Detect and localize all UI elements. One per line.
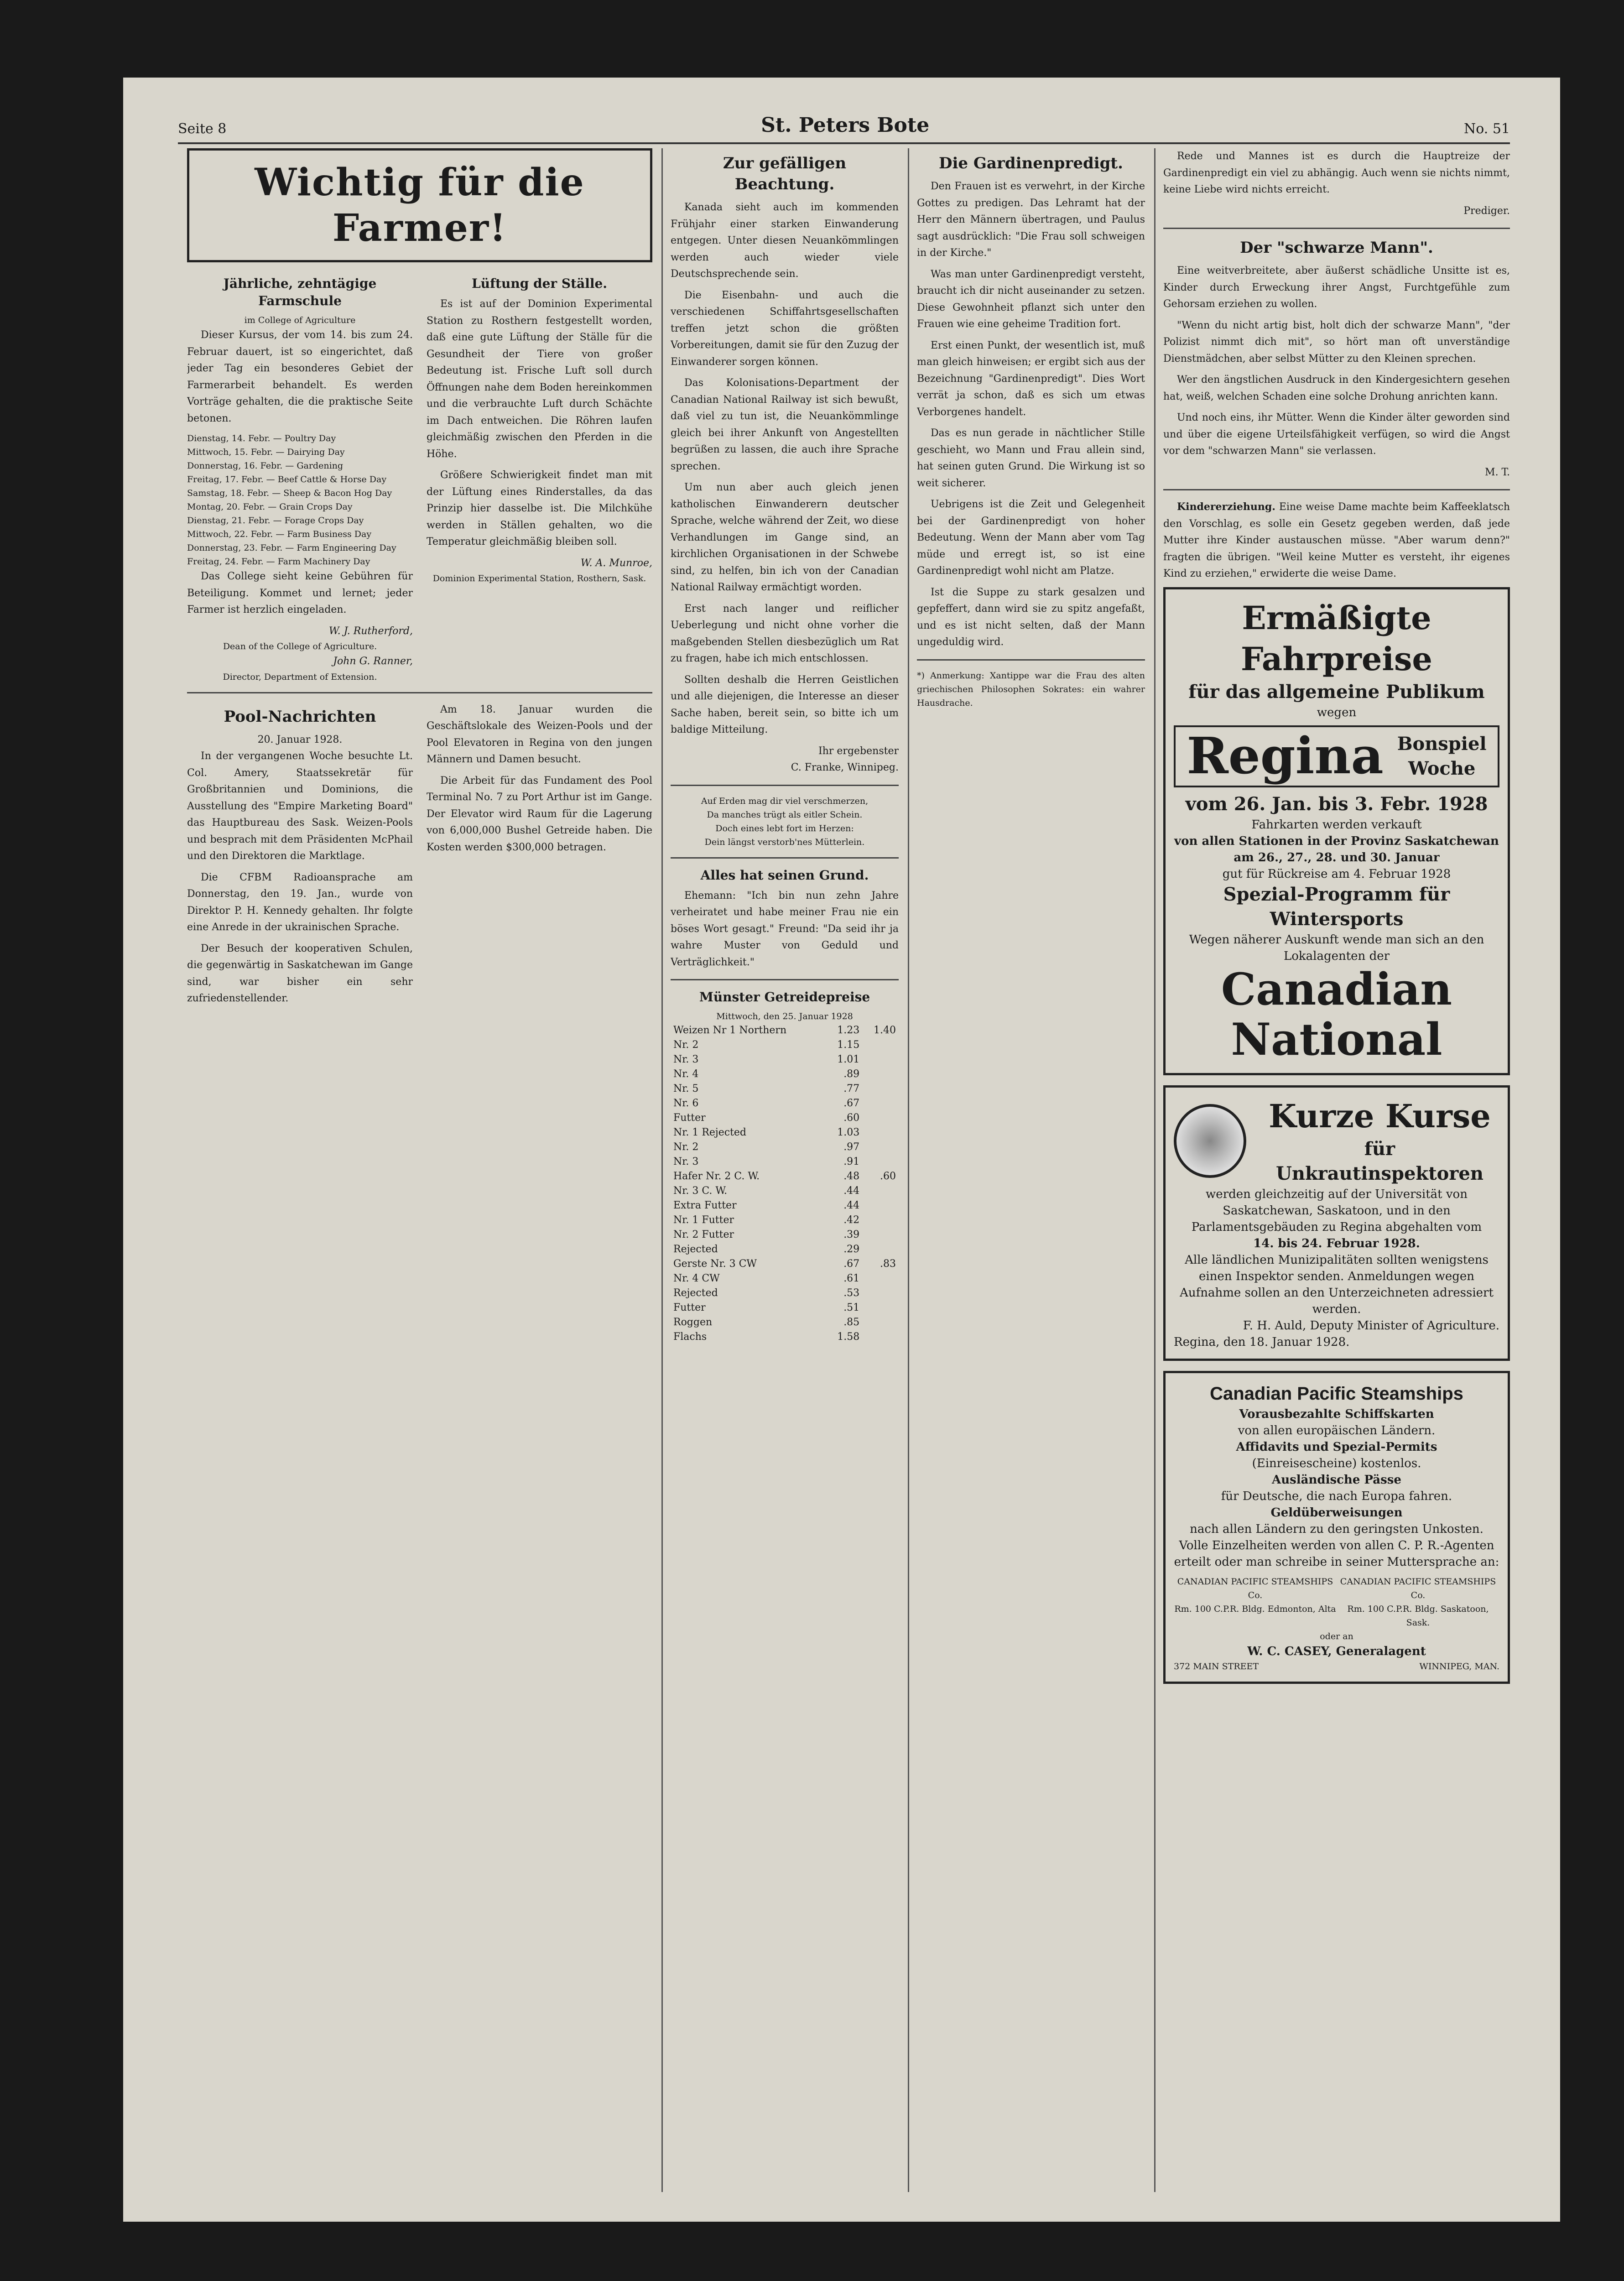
price-row [671, 1330, 899, 1344]
price-row [671, 1082, 899, 1096]
price-value: .29 [843, 1244, 860, 1255]
price-value [862, 1198, 899, 1213]
steamship-l2: von allen europäischen Ländern. [1238, 1423, 1436, 1437]
sermon-text6: Ist die Suppe zu stark gesalzen und gepfeffert, dann wird sie zu spitz angefaßt, und es ist nicht selten, daß der Mann ungeduldig wird. [917, 586, 1145, 648]
education-body: Eine weise Dame machte beim Kaffeeklatsch den Vorschlag, es solle ein Gesetz gegeben werden, daß jede Mutter ihre Kinder austauschen müsse. "Aber warum denn?" fragten die übrigen. "Weil keine Mutter es versteht, ihr eigenes Kind zu erziehen," erwiderte die weise Dame. [1163, 501, 1510, 579]
price-grade: Hafer Nr. 2 C. W. [673, 1171, 760, 1182]
address-name: CANADIAN PACIFIC STEAMSHIPS Co. [1340, 1576, 1496, 1600]
sermon-cont-text: Rede und Mannes ist es durch die Hauptreize der Gardinenpredigt ein viel zu abhängig. Auch wenn sie nichts nimmt, keine Liebe wird nichts erreicht. [1163, 151, 1510, 195]
column-notice [671, 148, 899, 2192]
wit-text: Ehemann: "Ich bin nun zehn Jahre verheiratet und habe meiner Frau nie ein böses Wort gesagt." Freund: "Da seid ihr ja wahre Muster von Geduld und Verträglichkeit." [671, 890, 899, 968]
steamship-agent-address [1174, 1660, 1499, 1673]
farm-school-schedule [187, 432, 413, 568]
price-value: .67 [843, 1098, 860, 1109]
address-line: Rm. 100 C.P.R. Bldg. Saskatoon, Sask. [1347, 1604, 1489, 1628]
price-row [671, 1023, 899, 1038]
price-row [671, 1067, 899, 1082]
divider [1163, 228, 1510, 229]
price-value: .44 [843, 1185, 860, 1197]
pool-text2: Die CFBM Radioansprache am Donnerstag, den 19. Jan., wurde von Direktor P. H. Kennedy gehalten. Ihr folgte eine Anrede in der ukrainischen Sprache. [187, 871, 413, 933]
price-grade: Extra Futter [673, 1200, 737, 1211]
saskatchewan-seal-icon [1174, 1104, 1246, 1178]
price-value [862, 1315, 899, 1330]
blackman-text2: Eine weitverbreitete, aber äußerst schädliche Unsitte ist es, Kinder durch Erweckung ihrer Angst, Furchtgefühle zum Gehorsam erziehen zu wollen. [1163, 265, 1510, 310]
fare-ad [1163, 587, 1510, 1075]
steamship-l4: (Einreisescheine) kostenlos. [1252, 1456, 1421, 1470]
signature-ranner-title: Director, Department of Extension. [223, 672, 377, 682]
sermon-title: Die Gardinenpredigt. [939, 154, 1123, 172]
blackman-text4: Wer den ängstlichen Ausdruck in den Kindergesichtern gesehen hat, weiß, welchen Schaden eine solche Drohung anrichten kann. [1163, 374, 1510, 402]
steamship-l9: Volle Einzelheiten werden von allen C. P. R.-Agenten erteilt oder man schreibe in seiner Muttersprache an: [1174, 1538, 1499, 1569]
price-value: .44 [843, 1200, 860, 1211]
signature-munroe-title: Dominion Experimental Station, Rosthern, Sask. [432, 573, 646, 583]
education-title: Kindererziehung. [1177, 501, 1275, 513]
farm-subcolumns [187, 271, 652, 684]
blackman-text5: Und noch eins, ihr Mütter. Wenn die Kinder älter geworden sind und über die eigene Urteilsfähigkeit verfügen, so wird die Angst vor dem "schwarzen Mann" sie verlassen. [1163, 412, 1510, 457]
schedule-item: Freitag, 24. Febr. — Farm Machinery Day [187, 557, 370, 567]
masthead: St. Peters Bote [761, 114, 930, 137]
weed-ad-text: werden gleichzeitig auf der Universität von Saskatchewan, Saskatoon, und in den Parlamentsgebäuden zu Regina abgehalten vom [1191, 1187, 1482, 1234]
address-name: CANADIAN PACIFIC STEAMSHIPS Co. [1177, 1576, 1333, 1600]
divider [671, 785, 899, 786]
schedule-item: Montag, 20. Febr. — Grain Crops Day [187, 502, 353, 512]
price-value [862, 1242, 899, 1257]
schedule-item: Freitag, 17. Febr. — Beef Cattle & Horse Day [187, 474, 387, 484]
divider [671, 857, 899, 859]
price-grade: Rejected [673, 1287, 718, 1299]
price-value: .53 [843, 1287, 860, 1299]
price-value: 1.03 [837, 1127, 860, 1138]
agent-street: 372 MAIN STREET [1174, 1661, 1259, 1672]
pool-text5: Die Arbeit für das Fundament des Pool Terminal No. 7 zu Port Arthur ist im Gange. Der Elevator wird Raum für die Lagerung von 6,000,000 Bushel Getreide haben. Die Kosten werden $300,000 betragen. [427, 775, 652, 853]
steamship-l6: für Deutsche, die nach Europa fahren. [1221, 1489, 1452, 1503]
sermon-text3: Erst einen Punkt, der wesentlich ist, muß man gleich hinweisen; er ergibt sich aus der Bezeichnung "Gardinenpredigt". Dies Wort verrät ja schon, daß es sich um etwas Verborgenes handelt. [917, 339, 1145, 418]
bonspiel-block [1397, 732, 1487, 781]
price-value [862, 1038, 899, 1052]
signature-rutherford: W. J. Rutherford, [328, 625, 413, 637]
steamship-agent: W. C. CASEY, Generalagent [1247, 1644, 1426, 1658]
pool-text3: Der Besuch der kooperativen Schulen, die gegenwärtig in Saskatchewan im Gange sind, war bisher ein sehr zufriedenstellender. [187, 943, 413, 1004]
price-grade: Futter [673, 1302, 706, 1313]
blackman-title: Der "schwarze Mann". [1240, 239, 1433, 257]
price-value: .67 [843, 1258, 860, 1270]
price-value [862, 1228, 899, 1242]
price-row [671, 1228, 899, 1242]
price-grade: Nr. 3 [673, 1156, 699, 1167]
ventilation-text: Es ist auf der Dominion Experimental Station zu Rosthern festgestellt worden, daß eine gute Lüftung der Ställe für die Gesundheit der Tiere von großer Bedeutung ist. Frische Luft soll durch Öffnungen nahe dem Boden hereinkommen und die verbrauchte Luft durch Schächte im Dach entweichen. Die Röhren laufen gleichmäßig zwischen den Pferden in die Höhe. [427, 298, 652, 460]
notice-text4: Um nun aber auch gleich jenen katholischen Einwanderern deutscher Sprache, welche während der Zeit, wo diese Verhandlungen im Gange sind, an kirchlichen Organisationen in der Schwebe sind, zu helfen, bin ich von der Canadian National Railway ermächtigt worden. [671, 482, 899, 593]
price-grade: Weizen Nr 1 Northern [673, 1025, 787, 1036]
steamship-l5: Ausländische Pässe [1272, 1473, 1401, 1487]
farm-school-title: Jährliche, zehntägige Farmschule [223, 276, 377, 308]
price-value: .48 [843, 1171, 860, 1182]
newspaper-page [123, 78, 1560, 2222]
schedule-item: Samstag, 18. Febr. — Sheep & Bacon Hog Day [187, 488, 392, 498]
farmer-notice-title: Wichtig für die Farmer! [255, 161, 585, 250]
grain-prices-table [671, 1023, 899, 1344]
woche-label: Woche [1408, 757, 1476, 779]
column-right [1163, 148, 1510, 2192]
poem-line: Da manches trügt als eitler Schein. [707, 809, 863, 820]
weed-ad-dates: 14. bis 24. Februar 1928. [1253, 1236, 1420, 1250]
signature-rutherford-title: Dean of the College of Agriculture. [223, 641, 377, 651]
sermon-text: Den Frauen ist es verwehrt, in der Kirche Gottes zu predigen. Das Lehramt hat der Herr den Männern übertragen, und Paulus sagt ausdrücklich: "Die Frau soll schweigen in der Kirche." [917, 181, 1145, 259]
notice-text6: Sollten deshalb die Herren Geistlichen und alle diejenigen, die Interesse an dieser Sache haben, bereit sein, so bitte ich um baldige Mitteilung. [671, 674, 899, 735]
weed-ad-title: Kurze Kurse [1269, 1097, 1491, 1135]
price-row [671, 1125, 899, 1140]
schedule-item: Dienstag, 14. Febr. — Poultry Day [187, 433, 336, 443]
price-row [671, 1096, 899, 1111]
notice-sign: Ihr ergebenster [818, 745, 899, 757]
price-value: .42 [843, 1214, 860, 1226]
sermon-footnote: *) Anmerkung: Xantippe war die Frau des alten griechischen Philosophen Sokrates: ein wahrer Hausdrache. [917, 670, 1145, 708]
sermon-text4: Das es nun gerade in nächtlicher Stille geschieht, wo Mann und Frau allein sind, hat seinen guten Grund. Die Wirkung ist so weit sicherer. [917, 427, 1145, 489]
steamship-ad [1163, 1371, 1510, 1684]
notice-signname: C. Franke, Winnipeg. [791, 762, 899, 773]
price-value: 1.23 [837, 1025, 860, 1036]
sermon-cont-sig: Prediger. [1463, 205, 1510, 217]
blackman-text3: "Wenn du nicht artig bist, holt dich der schwarze Mann", "der Polizist nimmt dich mit", so hört man oft unverständige Dienstmädchen, aber selbst Mütter zu den Kleinen sprechen. [1163, 319, 1510, 365]
notice-text: Kanada sieht auch im kommenden Frühjahr einer starken Einwanderung entgegen. Unter diesen Neuankömmlingen werden auch wieder viele Deutschsprechende sein. [671, 202, 899, 280]
fare-ad-days: am 26., 27., 28. und 30. Januar [1234, 850, 1440, 864]
price-value [862, 1140, 899, 1155]
price-value [862, 1052, 899, 1067]
ventilation-article [427, 271, 652, 684]
fare-ad-stations: von allen Stationen in der Provinz Saskatchewan [1174, 834, 1499, 848]
weed-ad-sub: für Unkrautinspektoren [1275, 1138, 1483, 1184]
price-grade: Nr. 3 [673, 1054, 699, 1065]
price-row [671, 1286, 899, 1301]
regina-name: Regina [1187, 726, 1384, 786]
steamship-l7: Geldüberweisungen [1270, 1505, 1403, 1520]
price-grade: Nr. 5 [673, 1083, 699, 1094]
steamship-l1: Vorausbezahlte Schiffskarten [1239, 1407, 1434, 1421]
price-value [862, 1111, 899, 1125]
price-value: 1.01 [837, 1054, 860, 1065]
pool-article [187, 702, 413, 1012]
fare-ad-title: Ermäßigte Fahrpreise [1241, 599, 1432, 678]
farm-school-article [187, 271, 413, 684]
column-rule [908, 148, 909, 2192]
price-row [671, 1315, 899, 1330]
issue-number: No. 51 [1463, 121, 1510, 137]
weed-ad-titles [1260, 1096, 1499, 1186]
wit-title: Alles hat seinen Grund. [700, 867, 869, 883]
education-text [1163, 499, 1510, 583]
poem [671, 794, 899, 849]
price-grade: Nr. 6 [673, 1098, 699, 1109]
schedule-item: Donnerstag, 23. Febr. — Farm Engineering Day [187, 543, 396, 553]
prices-title: Münster Getreidepreise [699, 989, 870, 1005]
steamship-addresses [1174, 1575, 1499, 1630]
price-grade: Nr. 4 CW [673, 1273, 720, 1284]
column-farm [187, 148, 652, 2192]
price-row [671, 1169, 899, 1184]
farm-school-text: Dieser Kursus, der vom 14. bis zum 24. Februar dauert, ist so eingerichtet, daß jeder Tag ein besonderes Gebiet der Farmerarbeit behandelt. Es werden Vorträge gehalten, die die praktische Seite betonen. [187, 329, 413, 424]
weed-ad-date: Regina, den 18. Januar 1928. [1174, 1335, 1350, 1349]
price-value: .77 [843, 1083, 860, 1094]
pool-date: 20. Januar 1928. [257, 734, 343, 745]
regina-bonspiel [1174, 725, 1499, 787]
price-value [862, 1155, 899, 1169]
ventilation-text2: Größere Schwierigkeit findet man mit der Lüftung eines Rinderstalles, da das Prinzip hier dasselbe ist. Die Milchkühe werden in Ställen gehalten, wo die Temperatur gleichmäßig bleiben soll. [427, 469, 652, 547]
price-row [671, 1213, 899, 1228]
address-line: Rm. 100 C.P.R. Bldg. Edmonton, Alta [1174, 1604, 1336, 1614]
steamship-ad-title: Canadian Pacific Steamships [1210, 1383, 1463, 1404]
price-grade: Flachs [673, 1331, 707, 1343]
price-value: .91 [843, 1156, 860, 1167]
pool-text4: Am 18. Januar wurden die Geschäftslokale des Weizen-Pools und der Pool Elevatoren in Regina von den jungen Männern und Damen besucht. [427, 703, 652, 765]
bonspiel-label: Bonspiel [1397, 733, 1487, 755]
price-value: .61 [843, 1273, 860, 1284]
divider [187, 692, 652, 693]
price-value: .85 [843, 1317, 860, 1328]
price-value [862, 1301, 899, 1315]
steamship-l3: Affidavits und Spezial-Permits [1236, 1440, 1437, 1454]
price-value: 1.15 [837, 1039, 860, 1051]
price-grade: Nr. 4 [673, 1068, 699, 1080]
price-grade: Nr. 3 C. W. [673, 1185, 728, 1197]
weed-ad-text2: Alle ländlichen Munizipalitäten sollten wenigstens einen Inspektor senden. Anmeldungen wegen Aufnahme sollen an den Unterzeichneten adressiert werden. [1180, 1253, 1494, 1316]
schedule-item: Mittwoch, 22. Febr. — Farm Business Day [187, 529, 372, 539]
price-grade: Roggen [673, 1317, 713, 1328]
price-grade: Nr. 2 [673, 1141, 699, 1153]
price-value: 1.40 [874, 1025, 896, 1036]
fare-ad-dates: vom 26. Jan. bis 3. Febr. 1928 [1185, 793, 1488, 815]
price-value: .97 [843, 1141, 860, 1153]
column-rule [1154, 148, 1156, 2192]
pool-title: Pool-Nachrichten [224, 707, 376, 726]
farm-school-subtitle: im College of Agriculture [244, 315, 356, 325]
divider [1163, 489, 1510, 490]
steamship-l8: nach allen Ländern zu den geringsten Unkosten. [1190, 1522, 1483, 1536]
price-value [862, 1125, 899, 1140]
price-value [862, 1067, 899, 1082]
price-value: .51 [843, 1302, 860, 1313]
price-value: .39 [843, 1229, 860, 1240]
ventilation-title: Lüftung der Ställe. [471, 276, 608, 291]
pool-subcolumns [187, 702, 652, 1012]
price-grade: Futter [673, 1112, 706, 1124]
price-grade: Nr. 2 [673, 1039, 699, 1051]
price-row [671, 1271, 899, 1286]
page-number: Seite 8 [178, 121, 227, 137]
notice-title: Zur gefälligen Beachtung. [723, 154, 847, 193]
notice-text3: Das Kolonisations-Department der Canadian National Railway ist sich bewußt, daß viel zu tun ist, die Neuankömmlinge gleich bei ihrer Ankunft von Angestellten begrüßen zu lassen, die auch ihre Sprache sprechen. [671, 377, 899, 472]
price-value [862, 1096, 899, 1111]
price-grade: Nr. 2 Futter [673, 1229, 734, 1240]
price-value [862, 1330, 899, 1344]
divider [671, 979, 899, 980]
price-value: 1.58 [837, 1331, 860, 1343]
signature-ranner: John G. Ranner, [333, 656, 413, 667]
price-value: .89 [843, 1068, 860, 1080]
price-grade: Gerste Nr. 3 CW [673, 1258, 757, 1270]
price-row [671, 1052, 899, 1067]
steamship-oder: oder an [1320, 1631, 1353, 1641]
blackman-sig: M. T. [1485, 466, 1510, 478]
fare-ad-wegen: wegen [1317, 705, 1357, 719]
pool-article-cont [427, 702, 652, 1012]
page-header [178, 100, 1510, 144]
farm-school-text2: Das College sieht keine Gebühren für Beteiligung. Kommet und lernet; jeder Farmer ist herzlich eingeladen. [187, 571, 413, 615]
steamship-address-1 [1174, 1575, 1337, 1630]
price-value: .60 [843, 1112, 860, 1124]
farmer-notice-box [187, 148, 652, 262]
schedule-item: Donnerstag, 16. Febr. — Gardening [187, 461, 344, 471]
price-grade: Rejected [673, 1244, 718, 1255]
fare-ad-info: Wegen näherer Auskunft wende man sich an den Lokalagenten der [1189, 932, 1484, 963]
price-row [671, 1257, 899, 1271]
notice-text2: Die Eisenbahn- und auch die verschiedenen Schiffahrtsgesellschaften treffen jetzt schon die größten Vorbereitungen, damit sie für den Zuzug der Einwanderer sorgen können. [671, 289, 899, 368]
sermon-text5: Uebrigens ist die Zeit und Gelegenheit bei der Gardinenpredigt von hoher Bedeutung. Wenn der Mann aber vom Tag müde und erregt ist, so ist eine Gardinenpredigt wohl nicht am Platze. [917, 499, 1145, 577]
weed-course-ad [1163, 1085, 1510, 1361]
weed-ad-head [1174, 1096, 1499, 1186]
poem-line: Doch eines lebt fort im Herzen: [715, 823, 854, 833]
fare-ad-special: Spezial-Programm für Wintersports [1223, 883, 1450, 930]
column-rule [661, 148, 663, 2192]
fare-ad-return: gut für Rückreise am 4. Februar 1928 [1222, 867, 1451, 881]
agent-city: WINNIPEG, MAN. [1419, 1661, 1499, 1672]
price-value [862, 1184, 899, 1198]
price-grade: Nr. 1 Futter [673, 1214, 734, 1226]
price-row [671, 1140, 899, 1155]
column-sermon [917, 148, 1145, 2192]
price-row [671, 1155, 899, 1169]
price-grade: Nr. 1 Rejected [673, 1127, 747, 1138]
price-row [671, 1111, 899, 1125]
signature-munroe: W. A. Munroe, [580, 557, 652, 569]
price-value: .60 [880, 1171, 896, 1182]
poem-line: Dein längst verstorb'nes Mütterlein. [704, 837, 865, 847]
schedule-item: Mittwoch, 15. Febr. — Dairying Day [187, 447, 345, 457]
fare-ad-tickets: Fahrkarten werden verkauft [1251, 818, 1422, 832]
price-row [671, 1184, 899, 1198]
steamship-address-2 [1337, 1575, 1499, 1630]
price-value [862, 1213, 899, 1228]
price-value [862, 1082, 899, 1096]
fare-ad-sub: für das allgemeine Publikum [1188, 681, 1485, 703]
notice-text5: Erst nach langer und reiflicher Ueberlegung und nicht ohne vorher die maßgebenden Stellen diesbezüglich um Rat zu fragen, habe ich mich entschlossen. [671, 603, 899, 664]
fare-ad-company: Canadian National [1221, 963, 1452, 1065]
sermon-text2: Was man unter Gardinenpredigt versteht, braucht ich dir nicht auseinander zu setzen. Diese Gewohnheit pflanzt sich unter den Frauen wie eine geheime Tradition fort. [917, 268, 1145, 330]
divider [917, 659, 1145, 661]
pool-text: In der vergangenen Woche besuchte Lt. Col. Amery, Staatssekretär für Großbritannien und Dominions, die Ausstellung des "Empire Marketing Board" das Hauptbureau des Sask. Weizen-Pools und besprach mit dem Präsidenten McPhail und den Direktoren die Marktlage. [187, 750, 413, 862]
price-row [671, 1301, 899, 1315]
prices-date: Mittwoch, den 25. Januar 1928 [716, 1011, 853, 1021]
price-value: .83 [880, 1258, 896, 1270]
price-row [671, 1198, 899, 1213]
price-row [671, 1038, 899, 1052]
schedule-item: Dienstag, 21. Febr. — Forage Crops Day [187, 516, 364, 526]
poem-line: Auf Erden mag dir viel verschmerzen, [701, 796, 869, 806]
price-value [862, 1286, 899, 1301]
price-row [671, 1242, 899, 1257]
price-value [862, 1271, 899, 1286]
weed-ad-sign: F. H. Auld, Deputy Minister of Agriculture. [1243, 1318, 1499, 1333]
